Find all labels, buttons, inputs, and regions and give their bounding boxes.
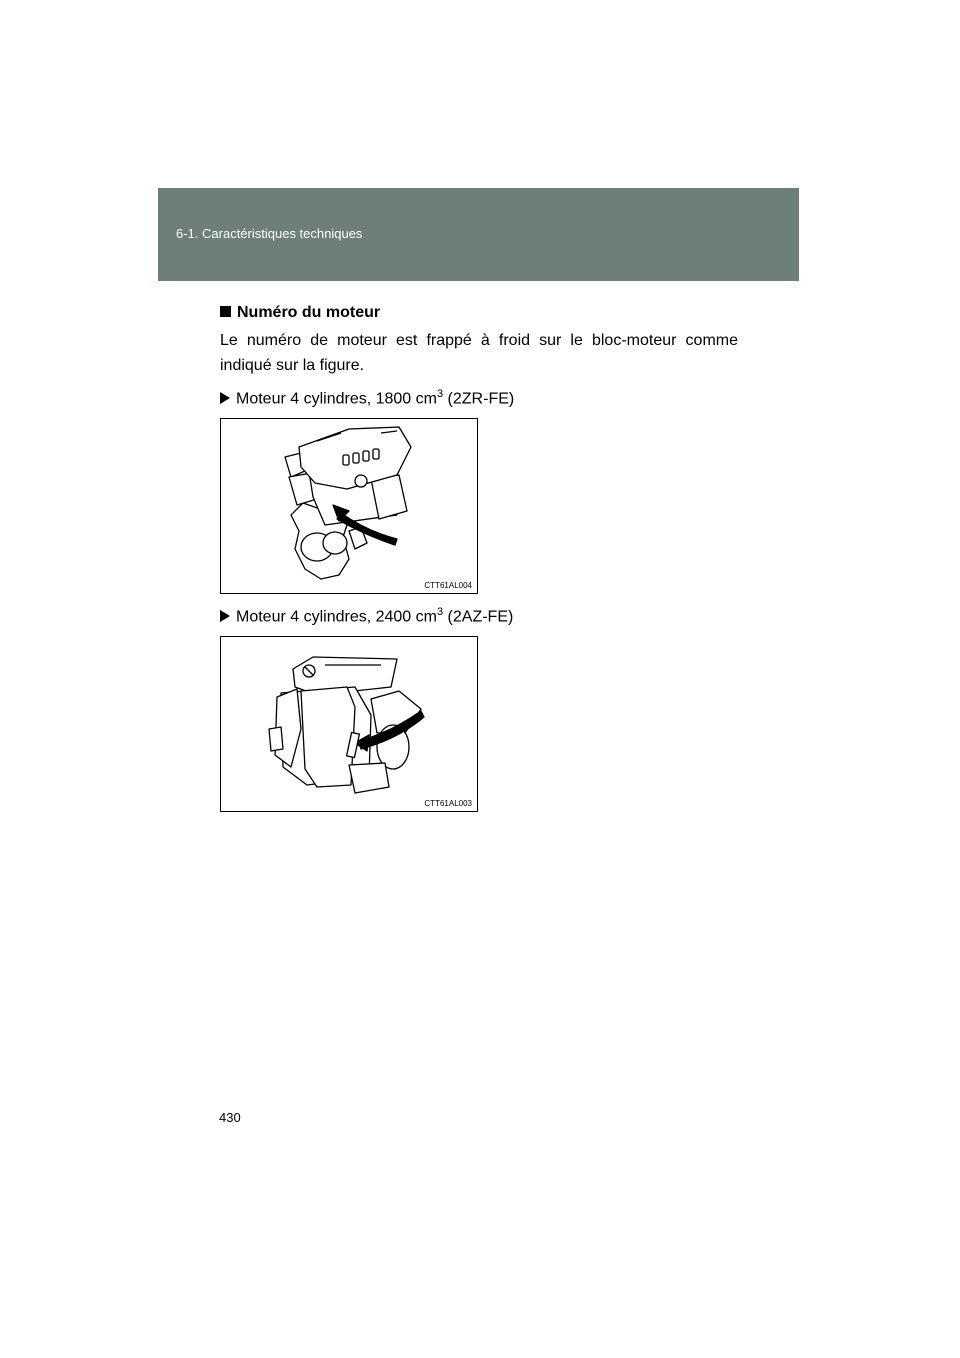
- triangle-bullet-icon: [220, 392, 230, 404]
- engine-illustration-2zr: [221, 419, 477, 593]
- bullet-engine-2400: [220, 606, 513, 626]
- bullet-text: Moteur 4 cylindres, 2400 cm: [236, 608, 437, 626]
- bullet-suffix: (2ZR-FE): [443, 390, 515, 408]
- engine-figure-2zr: [220, 418, 478, 594]
- square-bullet-icon: [220, 306, 231, 317]
- section-title: 6-1. Caractéristiques techniques: [176, 226, 363, 241]
- bullet-suffix: (2AZ-FE): [443, 608, 514, 626]
- engine-illustration-2az: [221, 637, 477, 811]
- figure-code: CTT61AL004: [424, 581, 472, 590]
- heading-text: Numéro du moteur: [237, 304, 381, 321]
- engine-figure-2az: [220, 636, 478, 812]
- bullet-engine-1800: [220, 388, 514, 408]
- section-header-bar: [158, 188, 799, 281]
- heading: [220, 304, 380, 322]
- description-paragraph: Le numéro de moteur est frappé à froid sur le bloc-moteur comme indiqué sur la figure.: [220, 332, 738, 374]
- bullet-text: Moteur 4 cylindres, 1800 cm: [236, 390, 437, 408]
- page-number: 430: [219, 1110, 241, 1125]
- figure-code: CTT61AL003: [424, 799, 472, 808]
- bullet-superscript: 3: [436, 606, 444, 618]
- bullet-superscript: 3: [436, 388, 444, 400]
- triangle-bullet-icon: [220, 610, 230, 622]
